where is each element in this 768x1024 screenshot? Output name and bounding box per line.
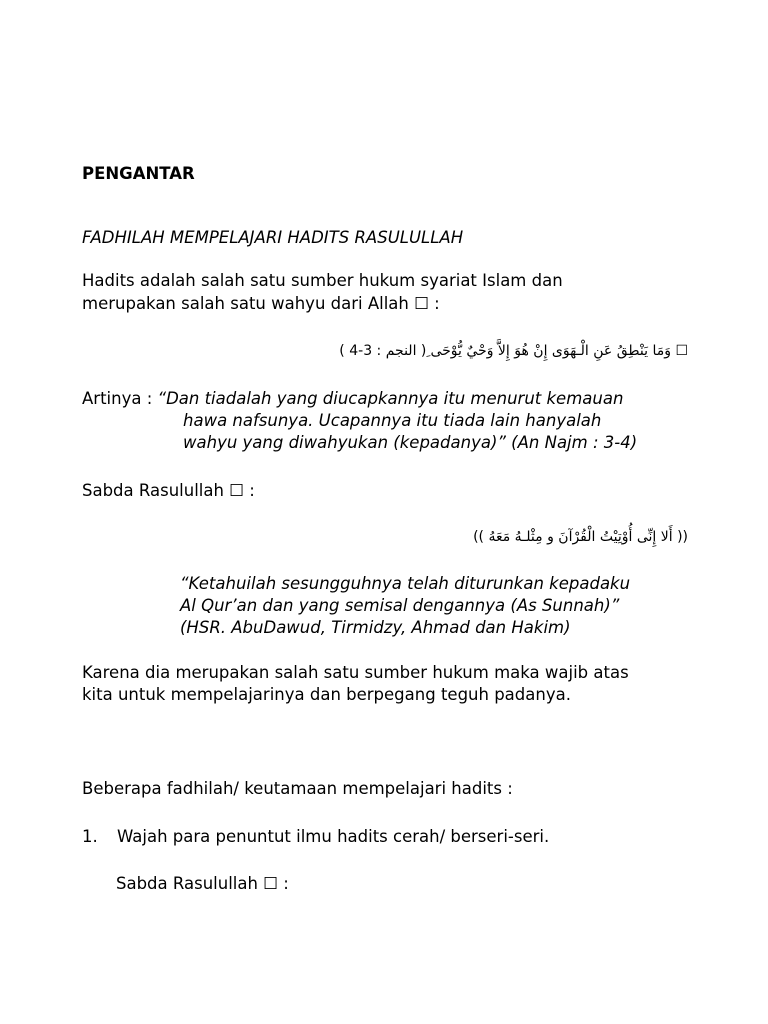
artinya-line-3: wahyu yang diwahyukan (kepadanya)” (An Najm : 3-4) xyxy=(183,433,638,452)
karena-line-1: Karena dia merupakan salah satu sumber hukum maka wajib atas xyxy=(82,663,629,682)
section-subtitle: FADHILAH MEMPELAJARI HADITS RASULULLAH xyxy=(82,228,464,247)
artinya-text-1: “Dan tiadalah yang diucapkannya itu menurut kemauan xyxy=(157,389,624,408)
sabda-rasulullah-1: Sabda Rasulullah ☐ : xyxy=(82,481,255,500)
page-title: PENGANTAR xyxy=(82,164,195,183)
list-item-number: 1. xyxy=(82,827,98,846)
karena-line-2: kita untuk mempelajarinya dan berpegang teguh padanya. xyxy=(82,685,571,704)
hadith-translation-line-1: “Ketahuilah sesungguhnya telah diturunkan kepadaku xyxy=(180,574,631,593)
intro-line-1: Hadits adalah salah satu sumber hukum syariat Islam dan xyxy=(82,271,563,290)
intro-line-2: merupakan salah satu wahyu dari Allah ☐ : xyxy=(82,294,440,313)
fadhilah-heading: Beberapa fadhilah/ keutamaan mempelajari hadits : xyxy=(82,779,513,798)
hadith-arabic: (( أَلا إِنِّى أُوْتِيْتُ الْقُرْآنَ و مِثْلـهُ مَعَهُ )) xyxy=(473,529,688,545)
artinya-line-1 xyxy=(82,388,623,410)
list-item-text: Wajah para penuntut ilmu hadits cerah/ berseri-seri. xyxy=(117,827,550,846)
sabda-rasulullah-2: Sabda Rasulullah ☐ : xyxy=(116,874,289,893)
quran-verse-arabic: ☐ وَمَا يَنْطِقُ عَنِ الْـهَوَى إِنْ هُوَ إِلاَّ وَحْيٌ يُّوْحَى ِ( النجم : 3-4 ) xyxy=(339,343,688,359)
artinya-label: Artinya : xyxy=(82,389,158,408)
hadith-source: (HSR. AbuDawud, Tirmidzy, Ahmad dan Hakim) xyxy=(180,618,571,637)
artinya-line-2: hawa nafsunya. Ucapannya itu tiada lain hanyalah xyxy=(183,411,602,430)
hadith-translation-line-2: Al Qur’an dan yang semisal dengannya (As Sunnah)” xyxy=(180,596,620,615)
